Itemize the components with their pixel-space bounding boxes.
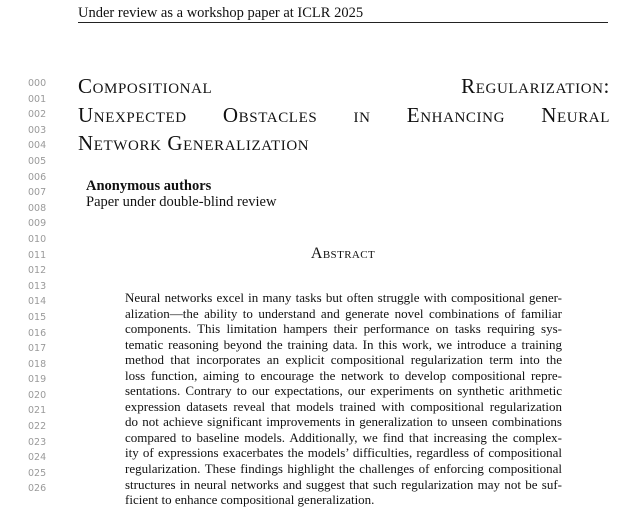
abstract-line: loss function, aiming to encourage the network to develop compositional repre- [125,367,562,383]
abstract-line: components. This limitation hampers their performance on tasks requiring sys- [125,321,562,337]
line-number: 015 [28,311,47,323]
line-number: 018 [28,358,47,370]
abstract-line: do not achieve significant improvements in generalization to unseen combinations [125,414,562,430]
line-number: 000 [28,78,47,89]
abstract-line: structures in neural networks and suggest that such regularization may not be suf- [125,476,562,492]
abstract-line: alization—the ability to understand and generate novel combinations of familiar [125,305,562,321]
abstract-line: ficient to enhance compositional generalization. [125,492,375,508]
line-number: 021 [28,405,47,417]
abstract-line: tematic reasoning beyond the training data. In this work, we introduce a training [125,336,562,352]
line-number: 008 [28,202,47,214]
line-number: 010 [28,233,47,245]
abstract-line: ity of expressions exacerbates the models’ difficulties, regardless of compositional [125,445,562,461]
running-header: Under review as a workshop paper at ICLR 2025 [78,5,364,21]
paper-title [78,72,610,158]
author-block [86,178,276,210]
title-line-1: Compositional Regularization: [78,74,610,98]
review-note: Paper under double-blind review [86,194,277,210]
line-number: 016 [28,327,47,339]
title-line-3: Network Generalization [78,131,310,155]
line-number: 004 [28,140,47,152]
line-number: 006 [28,171,47,183]
line-number: 025 [28,467,47,479]
line-number: 019 [28,374,47,386]
header-rule [78,22,608,23]
line-number: 024 [28,452,47,464]
line-number: 009 [28,218,47,230]
line-number-gutter [28,76,52,497]
line-number: 013 [28,280,47,292]
abstract-line: Neural networks excel in many tasks but often struggle with compositional gener- [125,290,562,305]
abstract-line: compared to baseline models. Additionally, we find that increasing the complex- [125,429,562,445]
line-number: 017 [28,343,47,355]
abstract-body [125,290,562,508]
abstract-line: method that incorporates an explicit compositional regularization term into the [125,352,562,368]
abstract-heading: Abstract [310,245,376,262]
line-number: 020 [28,389,47,401]
abstract-line: sentations. Contrary to our expectations, our experiments on synthetic arithmetic [125,383,562,399]
line-number: 005 [28,155,47,167]
title-line-2: Unexpected Obstacles in Enhancing Neural [78,102,610,127]
line-number: 002 [28,109,47,121]
line-number: 023 [28,436,47,448]
abstract-line: regularization. These findings highlight the challenges of enforcing compositional [125,461,562,477]
line-number: 007 [28,187,47,199]
line-number: 003 [28,124,47,136]
line-number: 012 [28,265,47,277]
line-number: 022 [28,421,47,433]
author-name: Anonymous authors [86,178,212,194]
line-number: 011 [28,249,47,261]
line-number: 001 [28,93,47,105]
line-number: 014 [28,296,47,308]
line-number: 026 [28,483,47,495]
abstract-line: expression datasets reveal that models trained with compositional regularization [125,398,562,414]
